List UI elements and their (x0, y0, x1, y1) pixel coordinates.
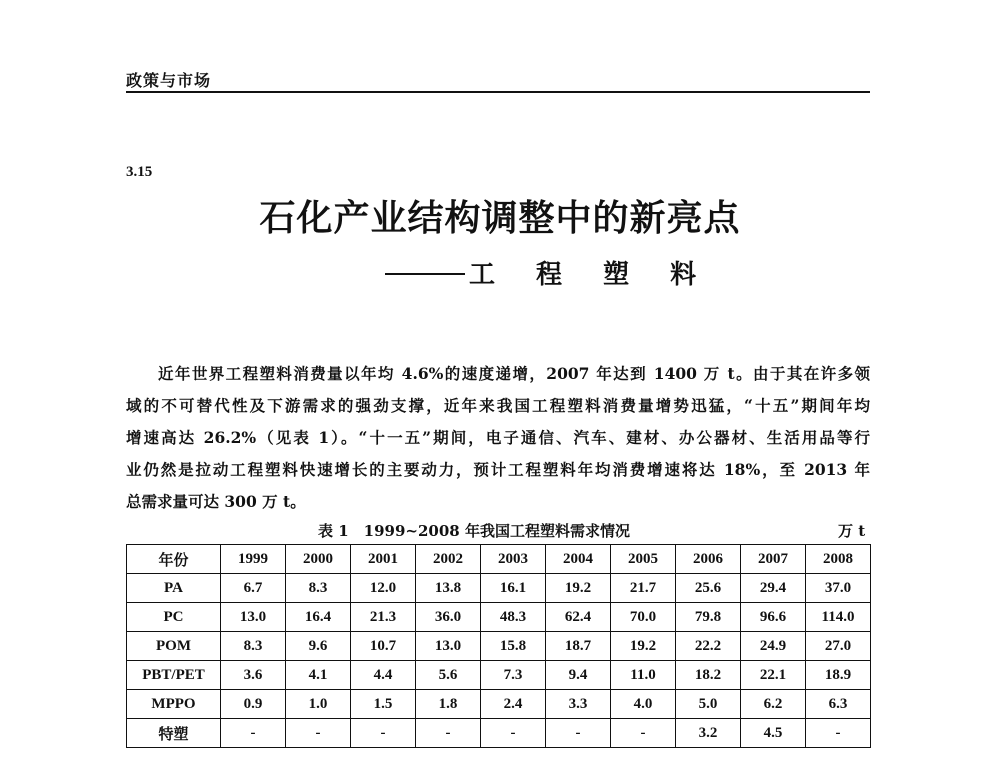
header-cell-year: 2000 (286, 545, 351, 574)
table-cell: 37.0 (806, 574, 871, 603)
table-cell: - (351, 719, 416, 748)
table-cell: - (611, 719, 676, 748)
header-cell-year: 2007 (741, 545, 806, 574)
header-cell-year: 2006 (676, 545, 741, 574)
table-cell: 16.1 (481, 574, 546, 603)
row-label: PA (127, 574, 221, 603)
row-label: PC (127, 603, 221, 632)
table-cell: 4.4 (351, 661, 416, 690)
table-cell: 5.6 (416, 661, 481, 690)
table-cell: 3.6 (221, 661, 286, 690)
header-cell-year-label: 年份 (127, 545, 221, 574)
table-row (127, 661, 871, 690)
subtitle-dash (385, 273, 437, 275)
table-cell: 70.0 (611, 603, 676, 632)
table-cell: - (806, 719, 871, 748)
table-cell: 13.0 (221, 603, 286, 632)
table-cell: - (286, 719, 351, 748)
table-cell: 12.0 (351, 574, 416, 603)
table-cell: - (416, 719, 481, 748)
table-cell: 62.4 (546, 603, 611, 632)
table-cell: 10.7 (351, 632, 416, 661)
row-label: 特塑 (127, 719, 221, 748)
table-cell: 22.1 (741, 661, 806, 690)
table-cell: 8.3 (286, 574, 351, 603)
table-cell: 48.3 (481, 603, 546, 632)
article-title: 石化产业结构调整中的新亮点 (259, 197, 741, 239)
table-unit: 万 t (838, 522, 866, 540)
table-cell: 19.2 (611, 632, 676, 661)
paragraph-line: 总需求量可达 300 万 t。 (126, 492, 306, 511)
header-cell-year: 2008 (806, 545, 871, 574)
paragraph-line: 增速高达 26.2%（见表 1）。“十一五”期间，电子通信、汽车、建材、办公器材、生活用品等行 (126, 428, 870, 447)
table-row (127, 574, 871, 603)
header-cell-year: 2005 (611, 545, 676, 574)
table-cell: 24.9 (741, 632, 806, 661)
table-cell: 13.0 (416, 632, 481, 661)
table-cell: 19.2 (546, 574, 611, 603)
table-cell: 5.0 (676, 690, 741, 719)
table-cell: 21.3 (351, 603, 416, 632)
paragraph-line: 域的不可替代性及下游需求的强劲支撑，近年来我国工程塑料消费量增势迅猛，“十五”期间年均 (126, 396, 870, 415)
table-caption: 表 1 1999~2008 年我国工程塑料需求情况 (318, 522, 630, 540)
paragraph-line: 近年世界工程塑料消费量以年均 4.6%的速度递增，2007 年达到 1400 万 t。由于其在许多领 (158, 364, 870, 383)
table-cell: - (481, 719, 546, 748)
table-cell: 18.2 (676, 661, 741, 690)
header-cell-year: 2003 (481, 545, 546, 574)
header-cell-year: 2001 (351, 545, 416, 574)
row-label: MPPO (127, 690, 221, 719)
table-cell: 1.0 (286, 690, 351, 719)
paragraph-line: 业仍然是拉动工程塑料快速增长的主要动力，预计工程塑料年均消费增速将达 18%，至 2013 年 (126, 460, 870, 479)
table-cell: 7.3 (481, 661, 546, 690)
table-cell: 2.4 (481, 690, 546, 719)
subtitle-dash (435, 273, 465, 275)
section-number: 3.15 (126, 164, 153, 180)
header-cell-year: 1999 (221, 545, 286, 574)
header-cell-year: 2004 (546, 545, 611, 574)
table-cell: 4.0 (611, 690, 676, 719)
table-row (127, 632, 871, 661)
subtitle-text: 工 程 塑 料 (469, 260, 713, 290)
table-cell: 1.5 (351, 690, 416, 719)
row-label: PBT/PET (127, 661, 221, 690)
table-cell: 13.8 (416, 574, 481, 603)
running-header: 政策与市场 (126, 71, 212, 90)
table-cell: 36.0 (416, 603, 481, 632)
table-cell: 0.9 (221, 690, 286, 719)
table-cell: 22.2 (676, 632, 741, 661)
table-cell: 1.8 (416, 690, 481, 719)
table-cell: - (546, 719, 611, 748)
table-cell: 16.4 (286, 603, 351, 632)
table-cell: 21.7 (611, 574, 676, 603)
table-row (127, 719, 871, 748)
table-cell: 25.6 (676, 574, 741, 603)
header-cell-year: 2002 (416, 545, 481, 574)
table-cell: 6.2 (741, 690, 806, 719)
table-cell: 27.0 (806, 632, 871, 661)
table-cell: 3.3 (546, 690, 611, 719)
table-cell: 4.5 (741, 719, 806, 748)
table-header-row (127, 545, 871, 574)
table-cell: 29.4 (741, 574, 806, 603)
table-cell: 9.6 (286, 632, 351, 661)
table-cell: 15.8 (481, 632, 546, 661)
table-cell: 11.0 (611, 661, 676, 690)
article-subtitle (385, 254, 712, 291)
table-cell: 18.9 (806, 661, 871, 690)
demand-table (126, 544, 871, 748)
header-rule (126, 91, 870, 93)
table-cell: 79.8 (676, 603, 741, 632)
table-cell: 6.3 (806, 690, 871, 719)
table-cell: - (221, 719, 286, 748)
table-cell: 3.2 (676, 719, 741, 748)
article-paragraph (126, 358, 870, 518)
table-cell: 18.7 (546, 632, 611, 661)
row-label: POM (127, 632, 221, 661)
table-cell: 8.3 (221, 632, 286, 661)
table-cell: 114.0 (806, 603, 871, 632)
table-row (127, 603, 871, 632)
table-cell: 4.1 (286, 661, 351, 690)
table-cell: 9.4 (546, 661, 611, 690)
table-cell: 6.7 (221, 574, 286, 603)
table-cell: 96.6 (741, 603, 806, 632)
table-row (127, 690, 871, 719)
